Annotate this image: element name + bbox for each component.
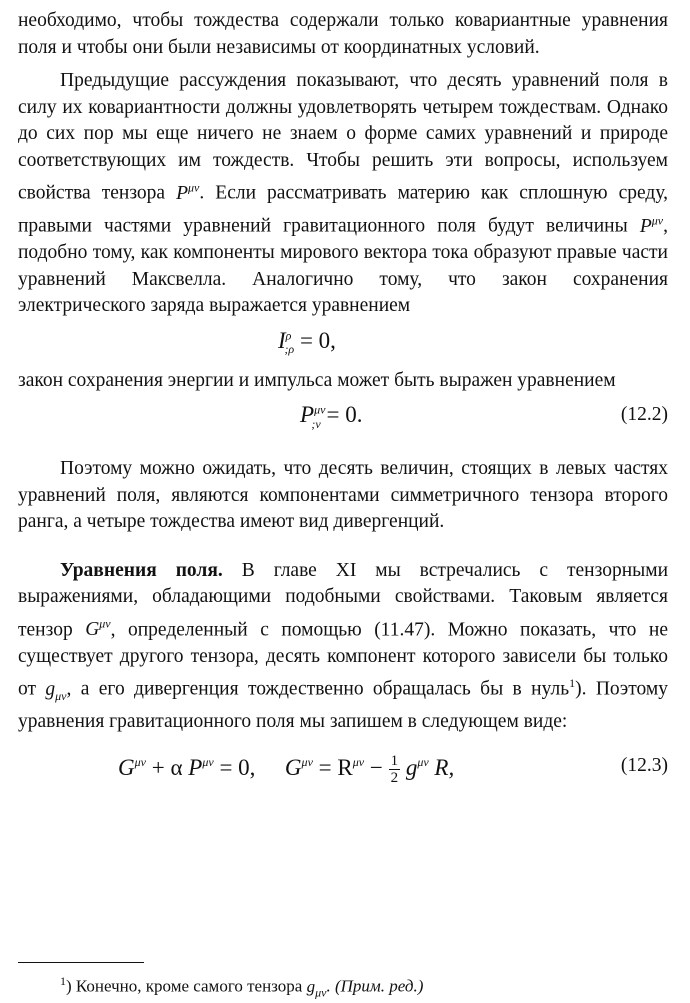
footnote — [18, 970, 668, 1003]
paragraph-2 — [18, 68, 668, 320]
footnote-symbol: $g_{\mu\nu}$ — [306, 976, 327, 1000]
paragraph-5 — [18, 558, 668, 736]
footnote-number: 1 — [60, 974, 66, 988]
paragraph-2-part-b: . Если рассматривать материю как сплошную среду, правыми частями уравнений гравитационного поля будут величины — [18, 182, 668, 237]
tensor-P-symbol: $P^{\mu\nu}$ — [176, 180, 200, 204]
paragraph-2-part-c: , подобно тому, как компоненты мирового вектора тока образуют правые части уравнений Максвелла. Аналогично тому, что закон сохранения электрического заряда выражается уравнением — [18, 215, 668, 316]
tensor-G-symbol: $G^{\mu\nu}$ — [85, 616, 111, 640]
paragraph-5-part-d: ). Поэтому уравнения гравитационного поля мы запишем в следующем виде: — [18, 678, 669, 732]
footnote-text: ) Конечно, кроме самого тензора — [66, 976, 307, 996]
paragraph-5-part-a: В главе XI мы встречались с тензорными выражениями, обладающими подобными свойствами. Таковым является тензор — [18, 559, 669, 640]
footnote-divider — [18, 962, 144, 963]
equation-12-2: $P^{\mu\nu}_{;\nu} = 0$. (12.2) — [300, 402, 668, 431]
paragraph-1: необходимо, чтобы тождества содержали только ковариантные уравнения поля и чтобы они были независимы от координатных условий. — [18, 10, 668, 58]
paragraph-2-part-a: Предыдущие рассуждения показывают, что десять уравнений поля в силу их ковариантности должны удовлетворять четырем тождествам. Однако до сих пор мы еще ничего не знаем о форме самих уравнений и природе соответствующих им тождеств. Чтобы решить эти вопросы, используем свойства тензора — [18, 70, 668, 204]
footnote-editor-note: . (Прим. ред.) — [326, 976, 424, 996]
tensor-P-symbol-2: $P^{\mu\nu}$ — [639, 213, 664, 237]
metric-g-symbol: $g_{\mu\nu}$ — [45, 678, 67, 703]
equation-12-3: $G^{\mu\nu} + \alpha$ $P^{\mu\nu} = 0$, $G^{\mu\nu} = R^{\mu\nu}$ − $\frac{1}{2}$ $g^{\mu\nu}$ R, (12.3) — [118, 753, 668, 787]
equation-number: (12.3) — [620, 755, 668, 777]
paragraph-5-part-b: , определенный с помощью (11.47). Можно показать, что не существует другого тензора, десять компонент которого зависели бы только от — [18, 619, 668, 700]
paragraph-4: Поэтому можно ожидать, что десять величин, стоящих в левых частях уравнений поля, являются компонентами симметричного тензора второго ранга, а четыре тождества имеют вид дивергенций. — [18, 458, 668, 532]
paragraph-5-part-c: , а его дивергенция тождественно обращалась бы в нуль — [66, 678, 570, 700]
fraction-one-half: $\frac{1}{2}$ — [390, 753, 399, 787]
paragraph-3: закон сохранения энергии и импульса может быть выражен уравнением — [18, 369, 616, 391]
section-heading: Уравнения поля. — [60, 559, 223, 581]
equation-charge-conservation: $I^\rho_{;\rho} = 0$, — [278, 327, 336, 357]
page-content — [18, 8, 668, 801]
equation-number: (12.2) — [620, 404, 668, 425]
footnote-marker: 1 — [569, 676, 576, 690]
